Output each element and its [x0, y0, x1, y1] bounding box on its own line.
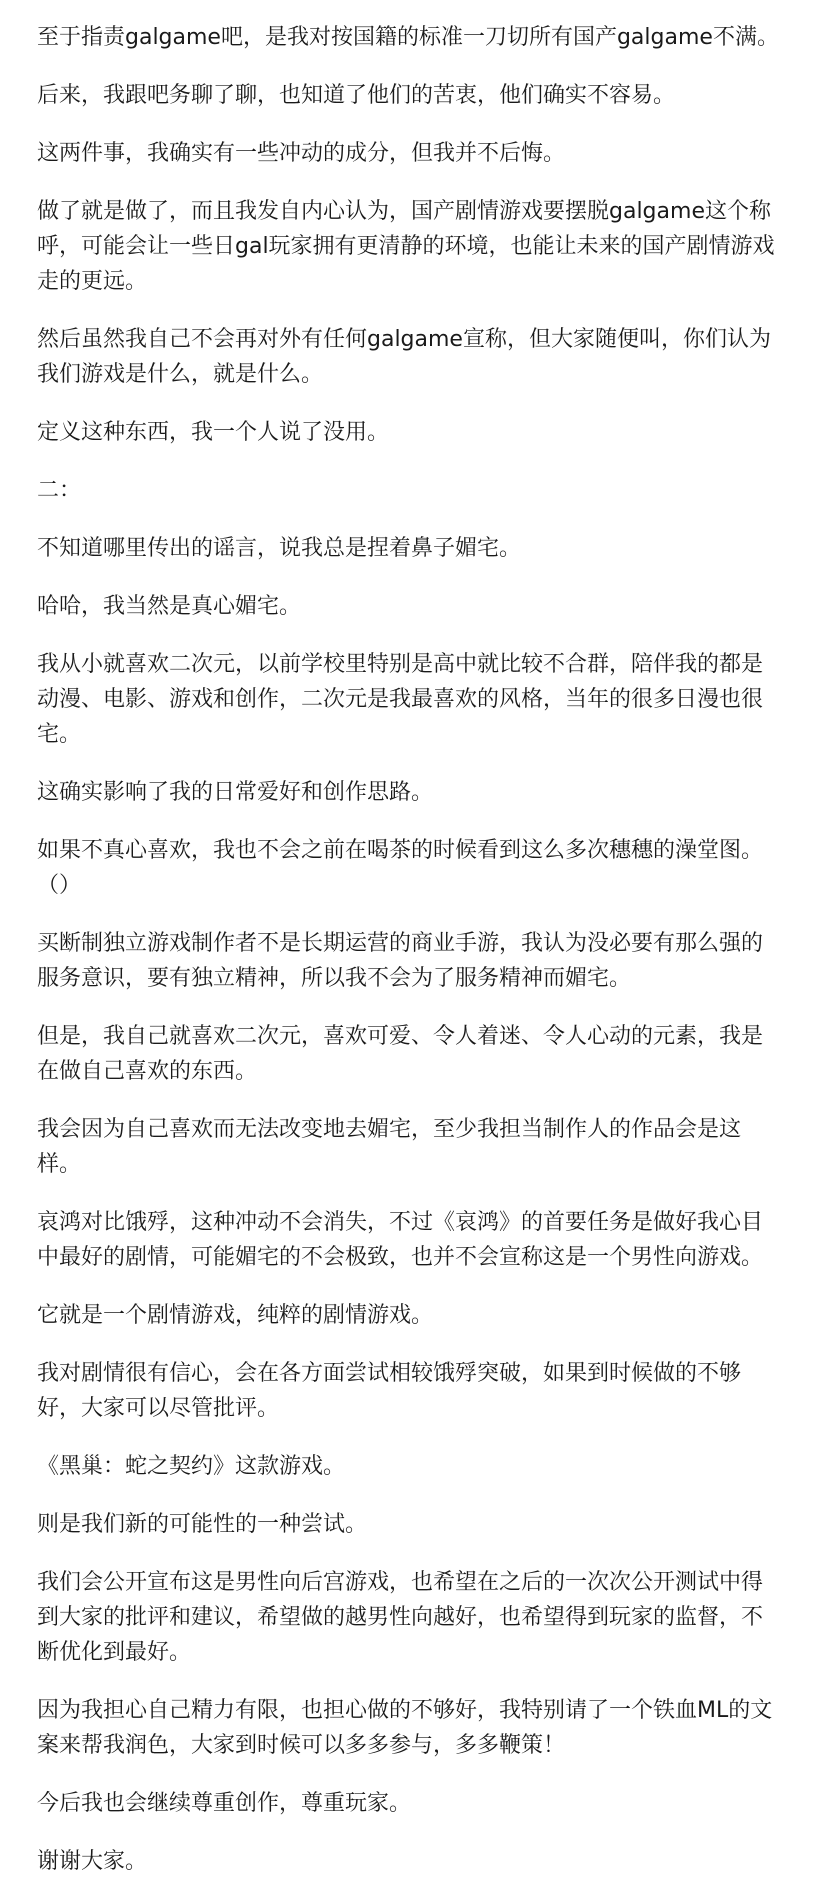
paragraph: 这两件事，我确实有一些冲动的成分，但我并不后悔。	[37, 141, 566, 166]
paragraph: 我对剧情很有信心，会在各方面尝试相较饿殍突破，如果到时候做的不够好，大家可以尽管批评。	[37, 1361, 742, 1421]
paragraph: 《黑巢：蛇之契约》这款游戏。	[37, 1454, 346, 1479]
paragraph: 因为我担心自己精力有限，也担心做的不够好，我特别请了一个铁血ML的文案来帮我润色，大家到时候可以多多参与，多多鞭策！	[37, 1698, 773, 1758]
paragraph: 然后虽然我自己不会再对外有任何galgame宣称，但大家随便叫，你们认为我们游戏是什么，就是什么。	[37, 327, 771, 387]
paragraph: 它就是一个剧情游戏，纯粹的剧情游戏。	[37, 1303, 434, 1328]
paragraph: 至于指责galgame吧，是我对按国籍的标准一刀切所有国产galgame不满。	[37, 25, 779, 50]
paragraph: 我会因为自己喜欢而无法改变地去媚宅，至少我担当制作人的作品会是这样。	[37, 1117, 742, 1177]
paragraph: 做了就是做了，而且我发自内心认为，国产剧情游戏要摆脱galgame这个称呼，可能会让一些日gal玩家拥有更清静的环境，也能让未来的国产剧情游戏走的更远。	[37, 199, 775, 294]
paragraph: 哀鸿对比饿殍，这种冲动不会消失，不过《哀鸿》的首要任务是做好我心目中最好的剧情，可能媚宅的不会极致，也并不会宣称这是一个男性向游戏。	[37, 1210, 764, 1270]
paragraph: 这确实影响了我的日常爱好和创作思路。	[37, 780, 434, 805]
paragraph: 我们会公开宣布这是男性向后宫游戏，也希望在之后的一次次公开测试中得到大家的批评和建议，希望做的越男性向越好，也希望得到玩家的监督，不断优化到最好。	[37, 1570, 764, 1665]
paragraph: 我从小就喜欢二次元，以前学校里特别是高中就比较不合群，陪伴我的都是动漫、电影、游戏和创作，二次元是我最喜欢的风格，当年的很多日漫也很宅。	[37, 652, 764, 747]
paragraph: 但是，我自己就喜欢二次元，喜欢可爱、令人着迷、令人心动的元素，我是在做自己喜欢的东西。	[37, 1024, 764, 1084]
closing-line: 谢谢大家。	[37, 1849, 148, 1874]
paragraph: 今后我也会继续尊重创作，尊重玩家。	[37, 1791, 412, 1816]
section-heading: 二：	[37, 478, 82, 503]
paragraph: 后来，我跟吧务聊了聊，也知道了他们的苦衷，他们确实不容易。	[37, 83, 676, 108]
paragraph: 不知道哪里传出的谣言，说我总是捏着鼻子媚宅。	[37, 536, 522, 561]
paragraph: 定义这种东西，我一个人说了没用。	[37, 420, 390, 445]
paragraph: 哈哈，我当然是真心媚宅。	[37, 594, 302, 619]
paragraph: 则是我们新的可能性的一种尝试。	[37, 1512, 368, 1537]
paragraph: 如果不真心喜欢，我也不会之前在喝茶的时候看到这么多次穗穗的澡堂图。（）	[37, 838, 764, 898]
paragraph: 买断制独立游戏制作者不是长期运营的商业手游，我认为没必要有那么强的服务意识，要有独立精神，所以我不会为了服务精神而媚宅。	[37, 931, 764, 991]
